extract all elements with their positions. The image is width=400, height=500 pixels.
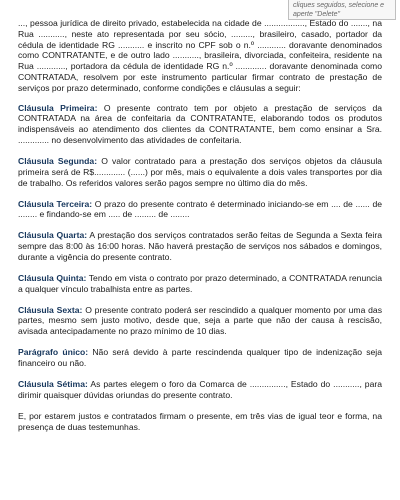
clause-title: Cláusula Quinta: (18, 272, 87, 283)
contract-intro: ..., pessoa jurídica de direito privado, estabelecida na cidade de ................., Estado do ......., na Rua ..........., neste ato representada por seu sócio, ........., brasileiro, casado, portador da cédula de identidade RG ........... e inscrito no CPF sob o n.º ............ doravante denominados como CONTRATANTE, e de outro lado ..........., brasileira, divorciada, confeiteira, residente na Rua ............, portadora da cédula de identidade RG n.º ............. doravante denominada como CONTRATADA, resolvem por este instrumento particular firmar contrato de prestação de serviços por prazo determinado, conforme condições e cláusulas a seguir: (18, 18, 382, 93)
clause-title: Cláusula Terceira: (18, 198, 93, 209)
clause-text: O valor contratado para a prestação dos serviços objetos da cláusula primeira será de R$............. (......) por mês, mais o equivalente a dois vales transportes por dia de trabalho. Os referidos valores serão pagos sempre no último dia do mês. (18, 155, 383, 188)
clause-text: Tendo em vista o contrato por prazo determinado, a CONTRATADA renuncia a qualquer vínculo trabalhista entre as partes. (18, 272, 382, 294)
clause-text: As partes elegem o foro da Comarca de ..............., Estado do ..........., para dirimir quaisquer dúvidas oriundas do presente contrato. (18, 379, 383, 400)
clause-quinta (18, 273, 382, 295)
clause-setima (18, 379, 382, 401)
clause-text: O prazo do presente contrato é determinado iniciando-se em .... de ...... de ........ e findando-se em ..... de ......... de ........ (18, 198, 382, 220)
clause-text: O presente contrato tem por objeto a prestação de serviços da CONTRATADA na área de confeitaria da CONTRATANTE, elaborando todos os produtos indispensáveis ao atendimento dos clientes da CONTRATANTE, bem como ensinar a Sra. ............. no desenvolvimento das atividades de confeitaria. (18, 102, 383, 145)
clause-terceira (18, 199, 382, 221)
instruction-hint-text: cliques seguidos, selecione e aperte "Delete" (293, 2, 385, 18)
clause-text: A prestação dos serviços contratados serão feitas de Segunda a Sexta feira sempre das 8:00 às 16:00 horas. Não haverá prestação de serviços nos sábados e domingos, durante a vigência do presente contrato. (18, 230, 382, 262)
clause-segunda (18, 156, 382, 188)
clause-title: Cláusula Segunda: (18, 155, 98, 166)
clause-title: Cláusula Quarta: (18, 230, 88, 241)
clause-title: Cláusula Sétima: (18, 379, 88, 390)
clause-primeira (18, 103, 382, 146)
clause-title: Parágrafo único: (18, 347, 89, 358)
contract-closing: E, por estarem justos e contratados firmam o presente, em três vias de igual teor e forma, na presença de duas testemunhas. (18, 410, 382, 432)
clause-quarta (18, 230, 382, 262)
clause-text: Não será devido à parte rescindenda qualquer tipo de indenização seja financeiro ou não. (18, 347, 382, 369)
contract-document (18, 18, 382, 443)
clause-sexta (18, 305, 382, 337)
clause-title: Cláusula Sexta: (18, 304, 83, 315)
clause-text: O presente contrato poderá ser rescindido a qualquer momento por uma das partes, mesmo sem justo motivo, desde que, seja a parte que não der causa à rescisão, avisada antecipadamente no prazo mínimo de 10 dias. (18, 304, 383, 337)
instruction-hint-box (288, 0, 396, 20)
paragrafo-unico (18, 347, 382, 369)
clause-title: Cláusula Primeira: (18, 102, 98, 113)
